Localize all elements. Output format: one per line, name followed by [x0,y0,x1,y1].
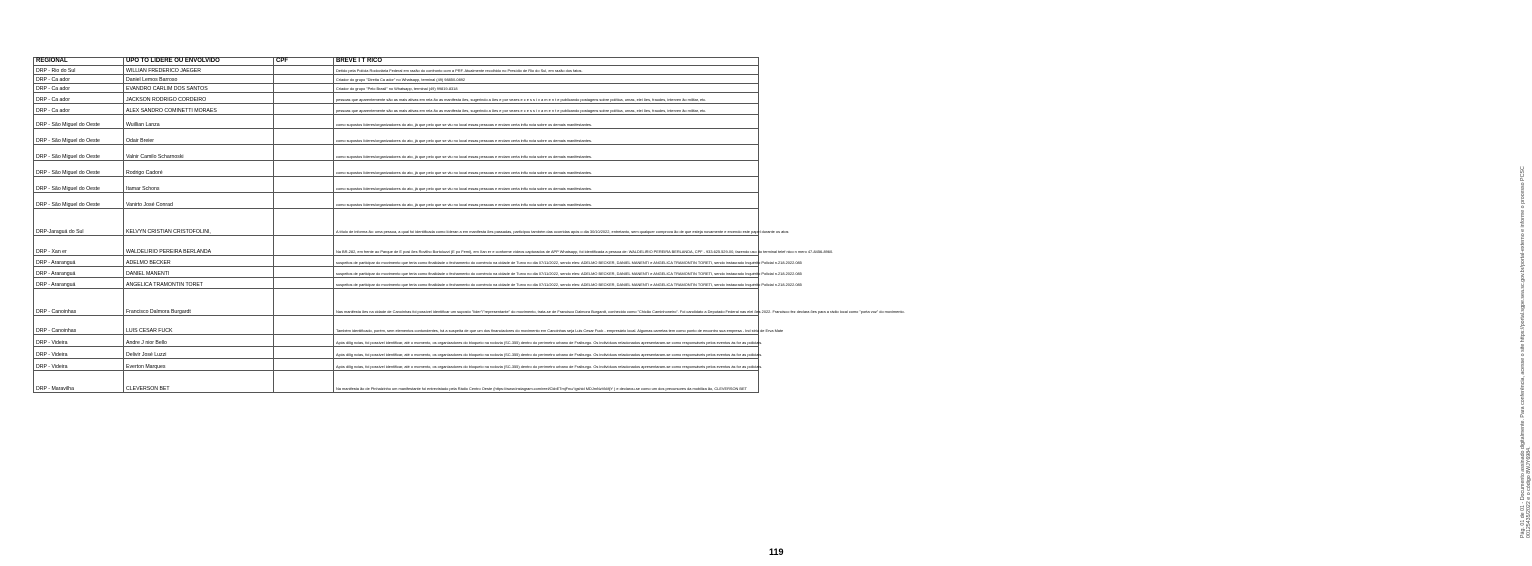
cell-nome: JACKSON RODRIGO CORDEIRO [124,93,274,104]
cell-regional: DRP - Canoinhas [34,316,124,335]
table-row [34,236,759,256]
cell-nome: Valnir Camilo Scharnoski [124,145,274,161]
cell-nome: CLEVERSON BET [124,371,274,393]
cell-nome: Everton Marques [124,359,274,371]
cell-regional: DRP - Ca ador [34,75,124,84]
cell-nome: Rodrigo Cadoré [124,161,274,177]
cell-regional: DRP - São Miguel do Oeste [34,177,124,193]
cell-breve: Também identificado, porém, sem elementos contundentes, há a suspeita de que um dos financiadores do movimento em Canoinhas seja Luis Cesar Fuck - empresário local. Algumas carretas tem como ponto de encontro sua empresa - Ind stria de Erva Mate [334,316,759,335]
cell-nome: WILLIAN FREDERICO JAEGER [124,66,274,75]
cell-nome: Delivir José Luzzi [124,347,274,359]
cell-breve: como supostos líderes/organizadores do ato, já que pelo que se viu no local essas pessoas e erciam certa influ ncia sobre os demais manifestantes. [334,161,759,177]
cell-breve: suspeitos de participar do movimento que teria como finalidade o fechamento do comércio na cidade de Turvo no dia 07/11/2022, sendo eles: ADELMO BECKER, DANIEL MANENTI e ANGELICA TRAMONTIN TORETI, sendo instaurado Inquérito Policial n.218.2022.085 [334,267,759,278]
cell-cpf [274,145,334,161]
cell-cpf [274,193,334,209]
cell-cpf [274,347,334,359]
table-row [34,104,759,115]
cell-breve: Após dilig ncias, foi possível identificar, até o momento, os organizadores do bloqueio na rodovia (SC-355) dentro do perímetro urbano de Fraiburgo. Os indivíduos relacionados apresentaram-se como responsáveis pelos eventos às for as policiais. [334,335,759,347]
cell-nome: WALDELIRIO PEREIRA BERLANDA [124,236,274,256]
cell-breve: Criador do grupo "Pelo Brasil" no Whatsapp, terminal (49) 99819-8318 [334,84,759,93]
cell-breve: A título de informa ão: uma pessoa, a qual foi identificada como líderan a em manifesta ões passadas, participou também das ocorridas após o dia 30/10/2022, entretanto, sem qualquer comprova ão de que esteja novamente e ercendo este papel durante os atos [334,209,759,236]
cell-cpf [274,93,334,104]
cell-regional: DRP - Videira [34,335,124,347]
cell-cpf [274,84,334,93]
cell-breve: suspeitos de participar do movimento que teria como finalidade o fechamento do comércio na cidade de Turvo no dia 07/11/2022, sendo eles: ADELMO BECKER, DANIEL MANENTI e ANGELICA TRAMONTIN TORETI, sendo instaurado Inquérito Policial n.218.2022.085 [334,278,759,289]
table-row [34,209,759,236]
cell-nome: KELVYN CRISTIAN CRISTOFOLINI, [124,209,274,236]
table-row [34,335,759,347]
table-row [34,161,759,177]
cell-regional: DRP - Xan er [34,236,124,256]
cell-breve: como supostos líderes/organizadores do ato, já que pelo que se viu no local essas pessoas e erciam certa influ ncia sobre os demais manifestantes. [334,177,759,193]
signature-line-2: 00125435/2022 e o código 8WJY6984. [1526,446,1532,538]
table-row [34,193,759,209]
table-row [34,371,759,393]
cell-breve: Após dilig ncias, foi possível identificar, até o momento, os organizadores do bloqueio na rodovia (SC-355) dentro do perímetro urbano de Fraiburgo. Os indivíduos relacionados apresentaram-se como responsáveis pelos eventos às for as policiais. [334,359,759,371]
page-number: 119 [769,547,784,557]
cell-cpf [274,66,334,75]
cell-cpf [274,278,334,289]
cell-cpf [274,236,334,256]
table-row [34,316,759,335]
cell-nome: Vanirto José Conrad [124,193,274,209]
cell-cpf [274,75,334,84]
cell-regional: DRP - Maravilha [34,371,124,393]
cell-regional: DRP - São Miguel do Oeste [34,193,124,209]
cell-regional: DRP - Ca ador [34,84,124,93]
cell-regional: DRP-Jaraguá do Sul [34,209,124,236]
cell-cpf [274,289,334,316]
table-body [34,66,905,393]
cell-nome: ANGELICA TRAMONTIN TORET [124,278,274,289]
cell-breve: como supostos líderes/organizadores do ato, já que pelo que se viu no local essas pessoas e erciam certa influ ncia sobre os demais manifestantes. [334,145,759,161]
cell-breve: como supostos líderes/organizadores do ato, já que pelo que se viu no local essas pessoas e erciam certa influ ncia sobre os demais manifestantes. [334,129,759,145]
cell-cpf [274,104,334,115]
cell-nome: EVANDRO CARLIM DOS SANTOS [124,84,274,93]
cell-nome: LUIS CESAR FUCK [124,316,274,335]
table-row [34,75,759,84]
cell-breve: Criador do grupo "Direita Ca ador" no Whatsapp, terminal (49) 98850-0892 [334,75,759,84]
cell-cpf [274,115,334,129]
header-regional: REGIONAL [34,58,124,66]
cell-breve: como supostos líderes/organizadores do ato, já que pelo que se viu no local essas pessoas e erciam certa influ ncia sobre os demais manifestantes. [334,115,759,129]
cell-breve: pessoas que aparentemente são as mais ativas em rela ão as manifesta ões, sugerindo a ões e por vezes e c e s s i v a m e n t e publicando postagens sobre política, urnas, elei ões, fraudes, interven ão militar, etc. [334,93,759,104]
header-breve: BREVE I T RICO [334,58,759,66]
table-row [34,267,759,278]
table-row [34,359,759,371]
table-row [34,347,759,359]
table-row [34,129,759,145]
cell-breve: Na BR-282, em frente ao Parque de E posi ões Rovilho Bortoluzzi (E po Femi), em Xan er e conforme vídeos capturados de APP Whatsapp, foi identificada a pessoa de: WALDELIRIO PEREIRA BERLANDA, CPF - 933.625.529-00, fazendo uso do terminal telef nico n mero 47-8456-8960. [334,236,759,256]
table-row [34,66,759,75]
cell-nome: Daniel Lemos Barroso [124,75,274,84]
cell-cpf [274,161,334,177]
cell-regional: DRP - Canoinhas [34,289,124,316]
table-row [34,145,759,161]
cell-regional: DRP - Videira [34,359,124,371]
cell-breve: Detido pela Polícia Rodoviária Federal em razão do confronto com a PRF. Atualmente recolhido no Presídio de Rio do Sul, em razão dos fatos. [334,66,759,75]
cell-regional: DRP - Ca ador [34,104,124,115]
cell-regional: DRP - São Miguel do Oeste [34,115,124,129]
cell-nome: ALEX SANDRO COMINETTI MORAES [124,104,274,115]
cell-cpf [274,335,334,347]
cell-nome: DANIEL MANENTI [124,267,274,278]
cell-cpf [274,209,334,236]
cell-cpf [274,129,334,145]
header-nome: UPO TO LIDERE OU ENVOLVIDO [124,58,274,66]
cell-cpf [274,316,334,335]
header-cpf: CPF [274,58,334,66]
cell-regional: DRP - São Miguel do Oeste [34,129,124,145]
cell-cpf [274,256,334,267]
cell-regional: DRP - São Miguel do Oeste [34,161,124,177]
cell-nome: Itamar Schons [124,177,274,193]
table-row [34,93,759,104]
table-row [34,84,759,93]
table-row [34,278,759,289]
cell-nome: Wuillian Lanza [124,115,274,129]
cell-breve: suspeitos de participar do movimento que teria como finalidade o fechamento do comércio na cidade de Turvo no dia 07/11/2022, sendo eles: ADELMO BECKER, DANIEL MANENTI e ANGELICA TRAMONTIN TORETI, sendo instaurado Inquérito Policial n.218.2022.085 [334,256,759,267]
cell-nome: Odair Breier [124,129,274,145]
signature-sidebar [762,0,1532,566]
cell-regional: DRP - São Miguel do Oeste [34,145,124,161]
cell-regional: DRP - Ca ador [34,93,124,104]
cell-regional: DRP - Araranguá [34,256,124,267]
table-row [34,289,759,316]
digital-signature-notice [1520,18,1532,538]
table-row [34,115,759,129]
cell-nome: ADELMO BECKER [124,256,274,267]
cell-regional: DRP - Araranguá [34,267,124,278]
cell-regional: DRP - Videira [34,347,124,359]
signature-line-1: Pág. 01 de 01 - Documento assinado digitalmente. Para conferência, acesse o site https://portal.sgpe.sea.sc.gov.br/portal-externo e informe o processo PCSC [1520,166,1526,538]
cell-cpf [274,371,334,393]
cell-cpf [274,267,334,278]
table-row [34,177,759,193]
cell-nome: Andre J nior Bello [124,335,274,347]
cell-cpf [274,177,334,193]
table-header-row [34,58,759,66]
cell-cpf [274,359,334,371]
cell-breve: Após dilig ncias, foi possível identificar, até o momento, os organizadores do bloqueio na rodovia (SC-355) dentro do perímetro urbano de Fraiburgo. Os indivíduos relacionados apresentaram-se como responsáveis pelos eventos às for as policiais. [334,347,759,359]
table-row [34,256,759,267]
leaders-table [33,57,905,393]
cell-regional: DRP - Rio do Sul [34,66,124,75]
cell-breve: Na manifesta ão de Pinhalzinho um manifestante foi entrevistado pela Rádio Centro Oeste (https://www.instagram.com/reel/CkbETmjFnu/ igshid MDJmNzVkMjY ) e declarou-se como um dos precursores da mobiliza ão, CLEVERSON BET [334,371,759,393]
cell-breve: pessoas que aparentemente são as mais ativas em rela ão as manifesta ões, sugerindo a ões e por vezes e c e s s i v a m e n t e publicando postagens sobre política, urnas, elei ões, fraudes, interven ão militar, etc. [334,104,759,115]
cell-regional: DRP - Araranguá [34,278,124,289]
cell-breve: Nas manifesta ões na cidade de Canoinhas foi possível identificar um suposto "líder"/"representante" do movimento, trata-se de Francisco Dalmora Burgardt, conhecido como "Chicão Caminhoneiro". Foi candidato a Deputado Federal nas elei ões 2022. Francisco fez declara ões para a rádio local como "porta voz" do movimento. [334,289,759,316]
cell-nome: Francisco Dalmora Burgardt [124,289,274,316]
cell-breve: como supostos líderes/organizadores do ato, já que pelo que se viu no local essas pessoas e erciam certa influ ncia sobre os demais manifestantes. [334,193,759,209]
